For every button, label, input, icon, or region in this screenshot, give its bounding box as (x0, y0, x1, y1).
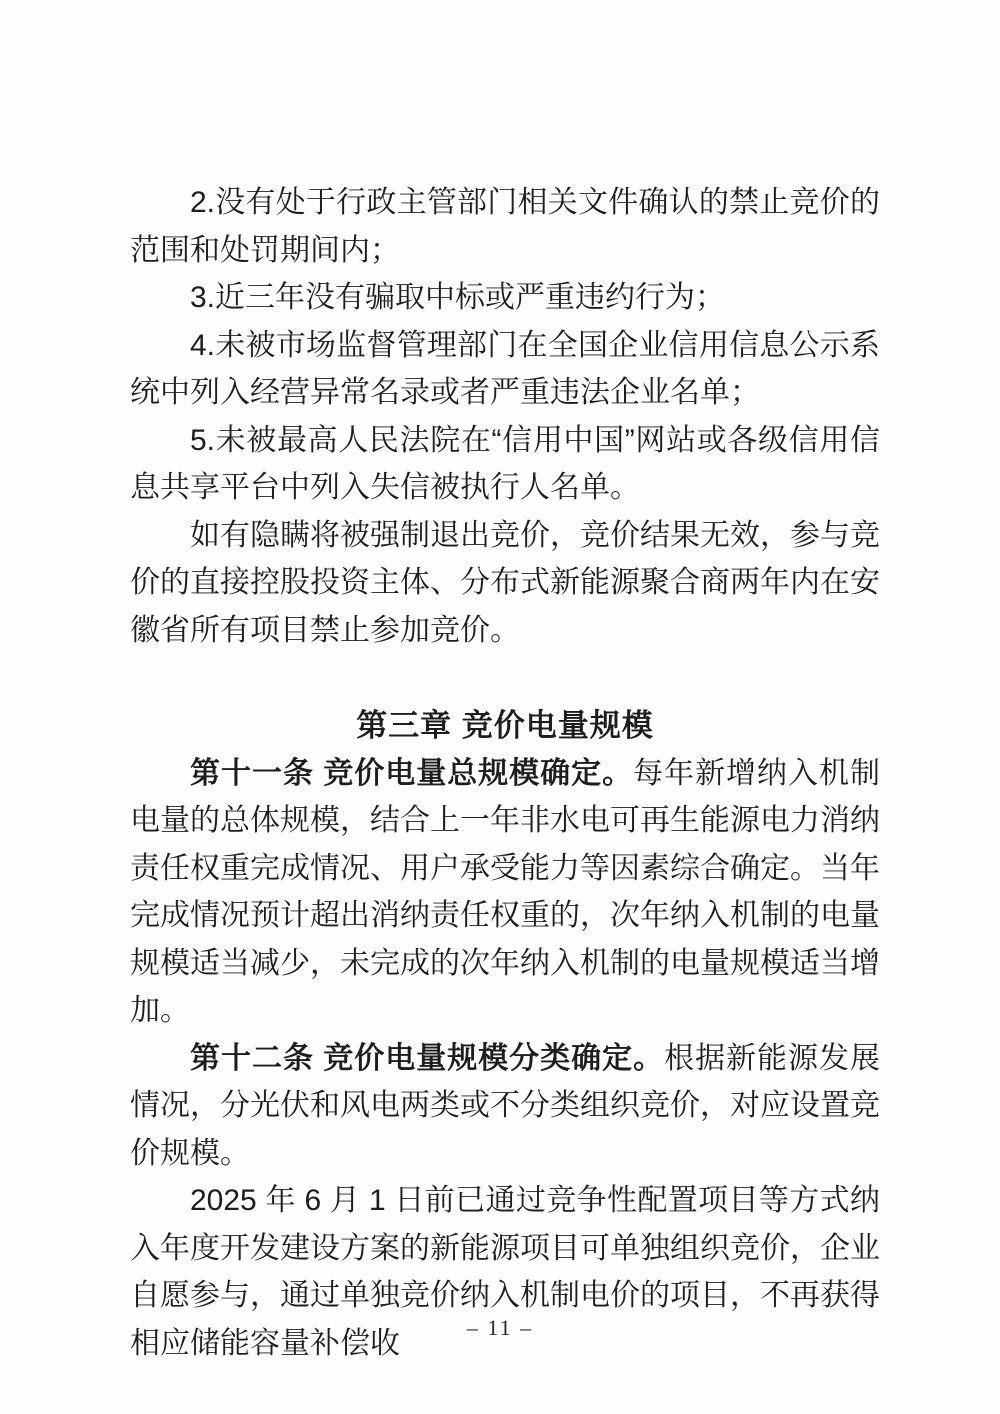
document-body (130, 179, 880, 1367)
chapter-heading: 第三章 竞价电量规模 (356, 708, 654, 743)
clause-11-title: 第十一条 竞价电量总规模确定。 (190, 756, 634, 790)
clause-12-body: 根据新能源发展情况，分光伏和风电两类或不分类组织竞价，对应设置竞价规模。 (130, 1041, 880, 1170)
paragraph-disclosure-warning: 如有隐瞒将被强制退出竞价，竞价结果无效，参与竞价的直接控股投资主体、分布式新能源聚合商两年内在安徽省所有项目禁止参加竞价。 (130, 518, 880, 647)
list-item-2: 2.没有处于行政主管部门相关文件确认的禁止竞价的范围和处罚期间内； (130, 186, 880, 267)
clause-11-paragraph (130, 750, 880, 1035)
list-item-4: 4.未被市场监督管理部门在全国企业信用信息公示系统中列入经营异常名录或者严重违法企业名单； (130, 328, 880, 409)
paragraph-2025-rule: 2025 年 6 月 1 日前已通过竞争性配置项目等方式纳入年度开发建设方案的新能源项目可单独组织竞价，企业自愿参与，通过单独竞价纳入机制电价的项目，不再获得相应储能容量补偿收 (130, 1184, 880, 1360)
list-item-5: 5.未被最高人民法院在“信用中国”网站或各级信用信息共享平台中列入失信被执行人名单。 (130, 423, 880, 504)
page-number: – 11 – (466, 1315, 534, 1340)
list-item-3: 3.近三年没有骗取中标或严重违约行为； (190, 281, 726, 314)
clause-12-title: 第十二条 竞价电量规模分类确定。 (190, 1041, 665, 1075)
clause-12-paragraph (130, 1035, 880, 1178)
clause-11-body: 每年新增纳入机制电量的总体规模，结合上一年非水电可再生能源电力消纳责任权重完成情况、用户承受能力等因素综合确定。当年完成情况预计超出消纳责任权重的，次年纳入机制的电量规模适当减少，未完成的次年纳入机制的电量规模适当增加。 (130, 756, 880, 1027)
